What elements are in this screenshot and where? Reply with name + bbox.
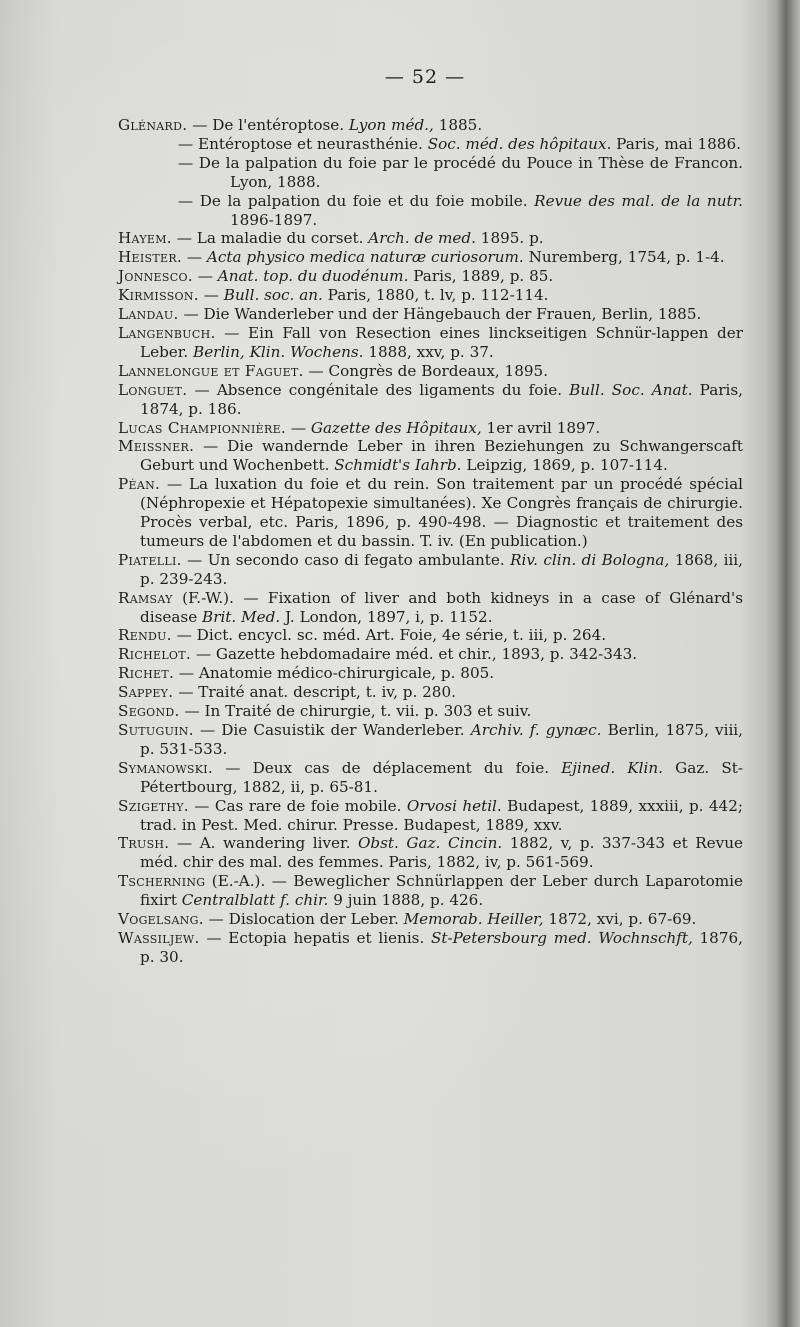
entry-details: J. London, 1897, i, p. 1152. [280,607,493,626]
entry-text: — De la palpation du foie par le procédé du Pouce in Thèse de Francon. Lyon, 1888. [178,153,743,191]
entry-details: Gaz. St-Pétertbourg, 1882, ii, p. 65-81. [140,758,743,796]
entry-source: Obst. Gaz. Cincin. [357,834,503,853]
bibliography-entry [118,154,743,192]
bibliography-entry [118,645,743,664]
entry-details: 1er avril 1897. [481,418,601,437]
bibliography-entry [118,437,743,475]
page-edge-shadow [766,0,800,1327]
entry-author: Meissner. [118,437,195,456]
entry-text: — Dict. encycl. sc. méd. Art. Foie, 4e série, t. iii, p. 264. [171,626,607,645]
bibliography-entry [118,305,743,324]
entry-source: Bull. Soc. Anat. [569,380,693,399]
entry-author: Longuet. [118,380,188,399]
entry-text: — De la palpation du foie et du foie mobile. [178,191,535,210]
bibliography-entry [118,135,743,154]
bibliography-entry [118,834,743,872]
entry-source: Orvosi hetil. [406,796,502,815]
entry-author: Piatelli. [118,550,182,569]
entry-details: 1882, v, p. 337-343 et Revue méd. chir des mal. des femmes. Paris, 1882, iv, p. 561-569. [140,834,743,872]
entry-text: — La maladie du corset. [171,229,369,248]
entry-author: Sappey. [118,683,174,702]
entry-details: Budapest, 1889, xxxiii, p. 442; trad. in Pest. Med. chirur. Presse. Budapest, 1889, xxv. [140,796,743,834]
bibliography-entry [118,929,743,967]
entry-text: — [192,267,218,286]
entry-author: Landau. [118,305,179,324]
entry-author: Segond. [118,702,180,721]
entry-text: — Gazette hebdomadaire méd. et chir., 1893, p. 342-343. [191,645,638,664]
entry-details: 1876, p. 30. [140,928,744,966]
bibliography-entry [118,626,743,645]
entry-details: 1868, iii, p. 239-243. [140,550,743,588]
entry-author: Richelot. [118,645,192,664]
entry-source: Schmidt's Iahrb. [334,456,462,475]
entry-source: Soc. méd. des hôpitaux. [427,134,612,153]
entry-text: — Entéroptose et neurasthénie. [178,134,428,153]
entry-author: Péan. [118,475,161,494]
entry-details: Paris, 1874, p. 186. [140,380,743,418]
bibliography-entry [118,419,743,438]
entry-author: Heister. [118,248,183,267]
bibliography-entry [118,267,743,286]
entry-author: Richet. [118,664,175,683]
bibliography-entry [118,589,743,627]
entry-text: — Die wandernde Leber in ihren Beziehungen zu Schwangerscaft Geburt und Wochenbett. [140,437,743,475]
entry-text: — Un secondo caso di fegato ambulante. [181,550,511,569]
entry-text: — Absence congénitale des ligaments du foie. [187,380,570,399]
bibliography-entry [118,759,743,797]
bibliography-entry [118,192,743,230]
entry-text: — Ein Fall von Resection eines linckseitigen Schnür-lappen der Leber. [140,323,743,361]
entry-text: (E.-A.). — Beweglicher Schnürlappen der Leber durch Laparotomie fixirt [140,872,743,910]
entry-details: Leipzig, 1869, p. 107-114. [461,456,668,475]
entry-source: Anat. top. du duodénum. [217,267,409,286]
entry-details: Paris, mai 1886. [611,134,741,153]
bibliography-entry [118,664,743,683]
entry-text: — A. wandering liver. [169,834,358,853]
entry-author: Vogelsang. [118,910,204,929]
bibliography-entry [118,702,743,721]
entry-source: Berlin, Klin. Wochens. [193,342,364,361]
entry-text: — Congrès de Bordeaux, 1895. [303,361,549,380]
entry-source: Centralblatt f. chir. [181,891,329,910]
entry-source: Lyon méd., [348,116,434,134]
entry-author: Glénard. [118,116,188,134]
entry-details: 1885. [433,116,483,134]
entry-source: Memorab. Heiller, [403,910,544,929]
bibliography-entry [118,797,743,835]
entry-source: Archiv. f. gynæc. [470,721,602,739]
entry-details: 1872, xvi, p. 67-69. [543,910,697,929]
entry-details: Paris, 1880, t. lv, p. 112-114. [322,286,549,305]
entry-text: — De l'entéroptose. [187,116,349,134]
entry-author: Tscherning [118,872,206,891]
bibliography-entry [118,116,743,135]
entry-text: — Die Wanderleber und der Hängebauch der Frauen, Berlin, 1885. [178,305,702,324]
entry-text: — [286,418,311,437]
entry-source: Ejined. Klin. [561,758,663,777]
entry-text: — Ectopia hepatis et lienis. [199,928,432,947]
entry-author: Lucas Championnière. [118,418,287,437]
entry-author: Ramsay [118,588,173,607]
bibliography-entry [118,362,743,381]
entry-details: Nuremberg, 1754, p. 1-4. [523,248,725,267]
entry-source: Gazette des Hôpitaux, [310,418,482,437]
entry-details: 1896-1897. [230,210,318,229]
bibliography-entry [118,381,743,419]
entry-details: 1895. p. [475,229,544,248]
bibliography-entry [118,683,743,702]
bibliography-entry [118,872,743,910]
entry-author: Langenbuch. [118,323,216,342]
entry-text: — Anatomie médico-chirurgicale, p. 805. [174,664,495,683]
entry-source: Bull. soc. an. [223,286,323,305]
entry-source: St-Petersbourg med. Wochnschft, [431,928,693,947]
bibliography-entry [118,324,743,362]
page-number: — 52 — [384,66,466,88]
entry-author: Jonnesco. [118,267,193,286]
entry-author: Trush. [118,834,170,853]
entry-author: Wassiljew. [118,928,200,947]
entry-author: Hayem. [118,229,172,248]
entry-author: Lannelongue et Faguet. [118,361,304,380]
entry-author: Symanowski. [118,758,214,777]
entry-text: — Deux cas de déplacement du foie. [213,758,562,777]
entry-author: Sutuguin. [118,721,194,739]
entry-source: Arch. de med. [368,229,476,248]
bibliography-entry [118,229,743,248]
entry-text: — Die Casuistik der Wanderleber. [193,721,471,739]
entry-text: — Cas rare de foie mobile. [188,796,407,815]
entry-text: — La luxation du foie et du rein. Son traitement par un procédé spécial (Néphropexie et Hépatopexie simultanées). Xe Congrès français de chirurgie. Procès verbal, etc. Paris, 1896, p. 490-498. — Diagnostic et traitement des tumeurs de l'abdomen et du bassin. T. iv. (En publication.) [140,475,743,550]
bibliography-entry [118,286,743,305]
entry-details: Paris, 1889, p. 85. [408,267,554,286]
bibliography-entry [118,248,743,267]
entry-details: 9 juin 1888, p. 426. [328,891,484,910]
entry-source: Riv. clin. di Bologna, [510,550,670,569]
entry-source: Revue des mal. de la nutr. [534,191,743,210]
entry-text: — Traité anat. descript, t. iv, p. 280. [173,683,456,702]
entry-source: Acta physico medica naturæ curiosorum. [206,248,524,267]
entry-text: — [182,248,207,267]
entry-details: Berlin, 1875, viii, p. 531-533. [140,721,743,758]
entry-text: — In Traité de chirurgie, t. vii. p. 303 et suiv. [179,702,532,721]
bibliography-entry [118,910,743,929]
bibliography-entry [118,721,743,759]
entry-text: — Dislocation der Leber. [203,910,404,929]
entry-author: Rendu. [118,626,172,645]
bibliography-list [118,116,743,967]
entry-source: Brit. Med. [202,607,281,626]
entry-text: (F.-W.). — Fixation of liver and both kidneys in a case of Glénard's disease [140,588,743,626]
entry-text: — [198,286,224,305]
entry-author: Kirmisson. [118,286,199,305]
entry-details: 1888, xxv, p. 37. [363,342,494,361]
bibliography-entry [118,475,743,551]
entry-author: Szigethy. [118,796,189,815]
bibliography-entry [118,551,743,589]
